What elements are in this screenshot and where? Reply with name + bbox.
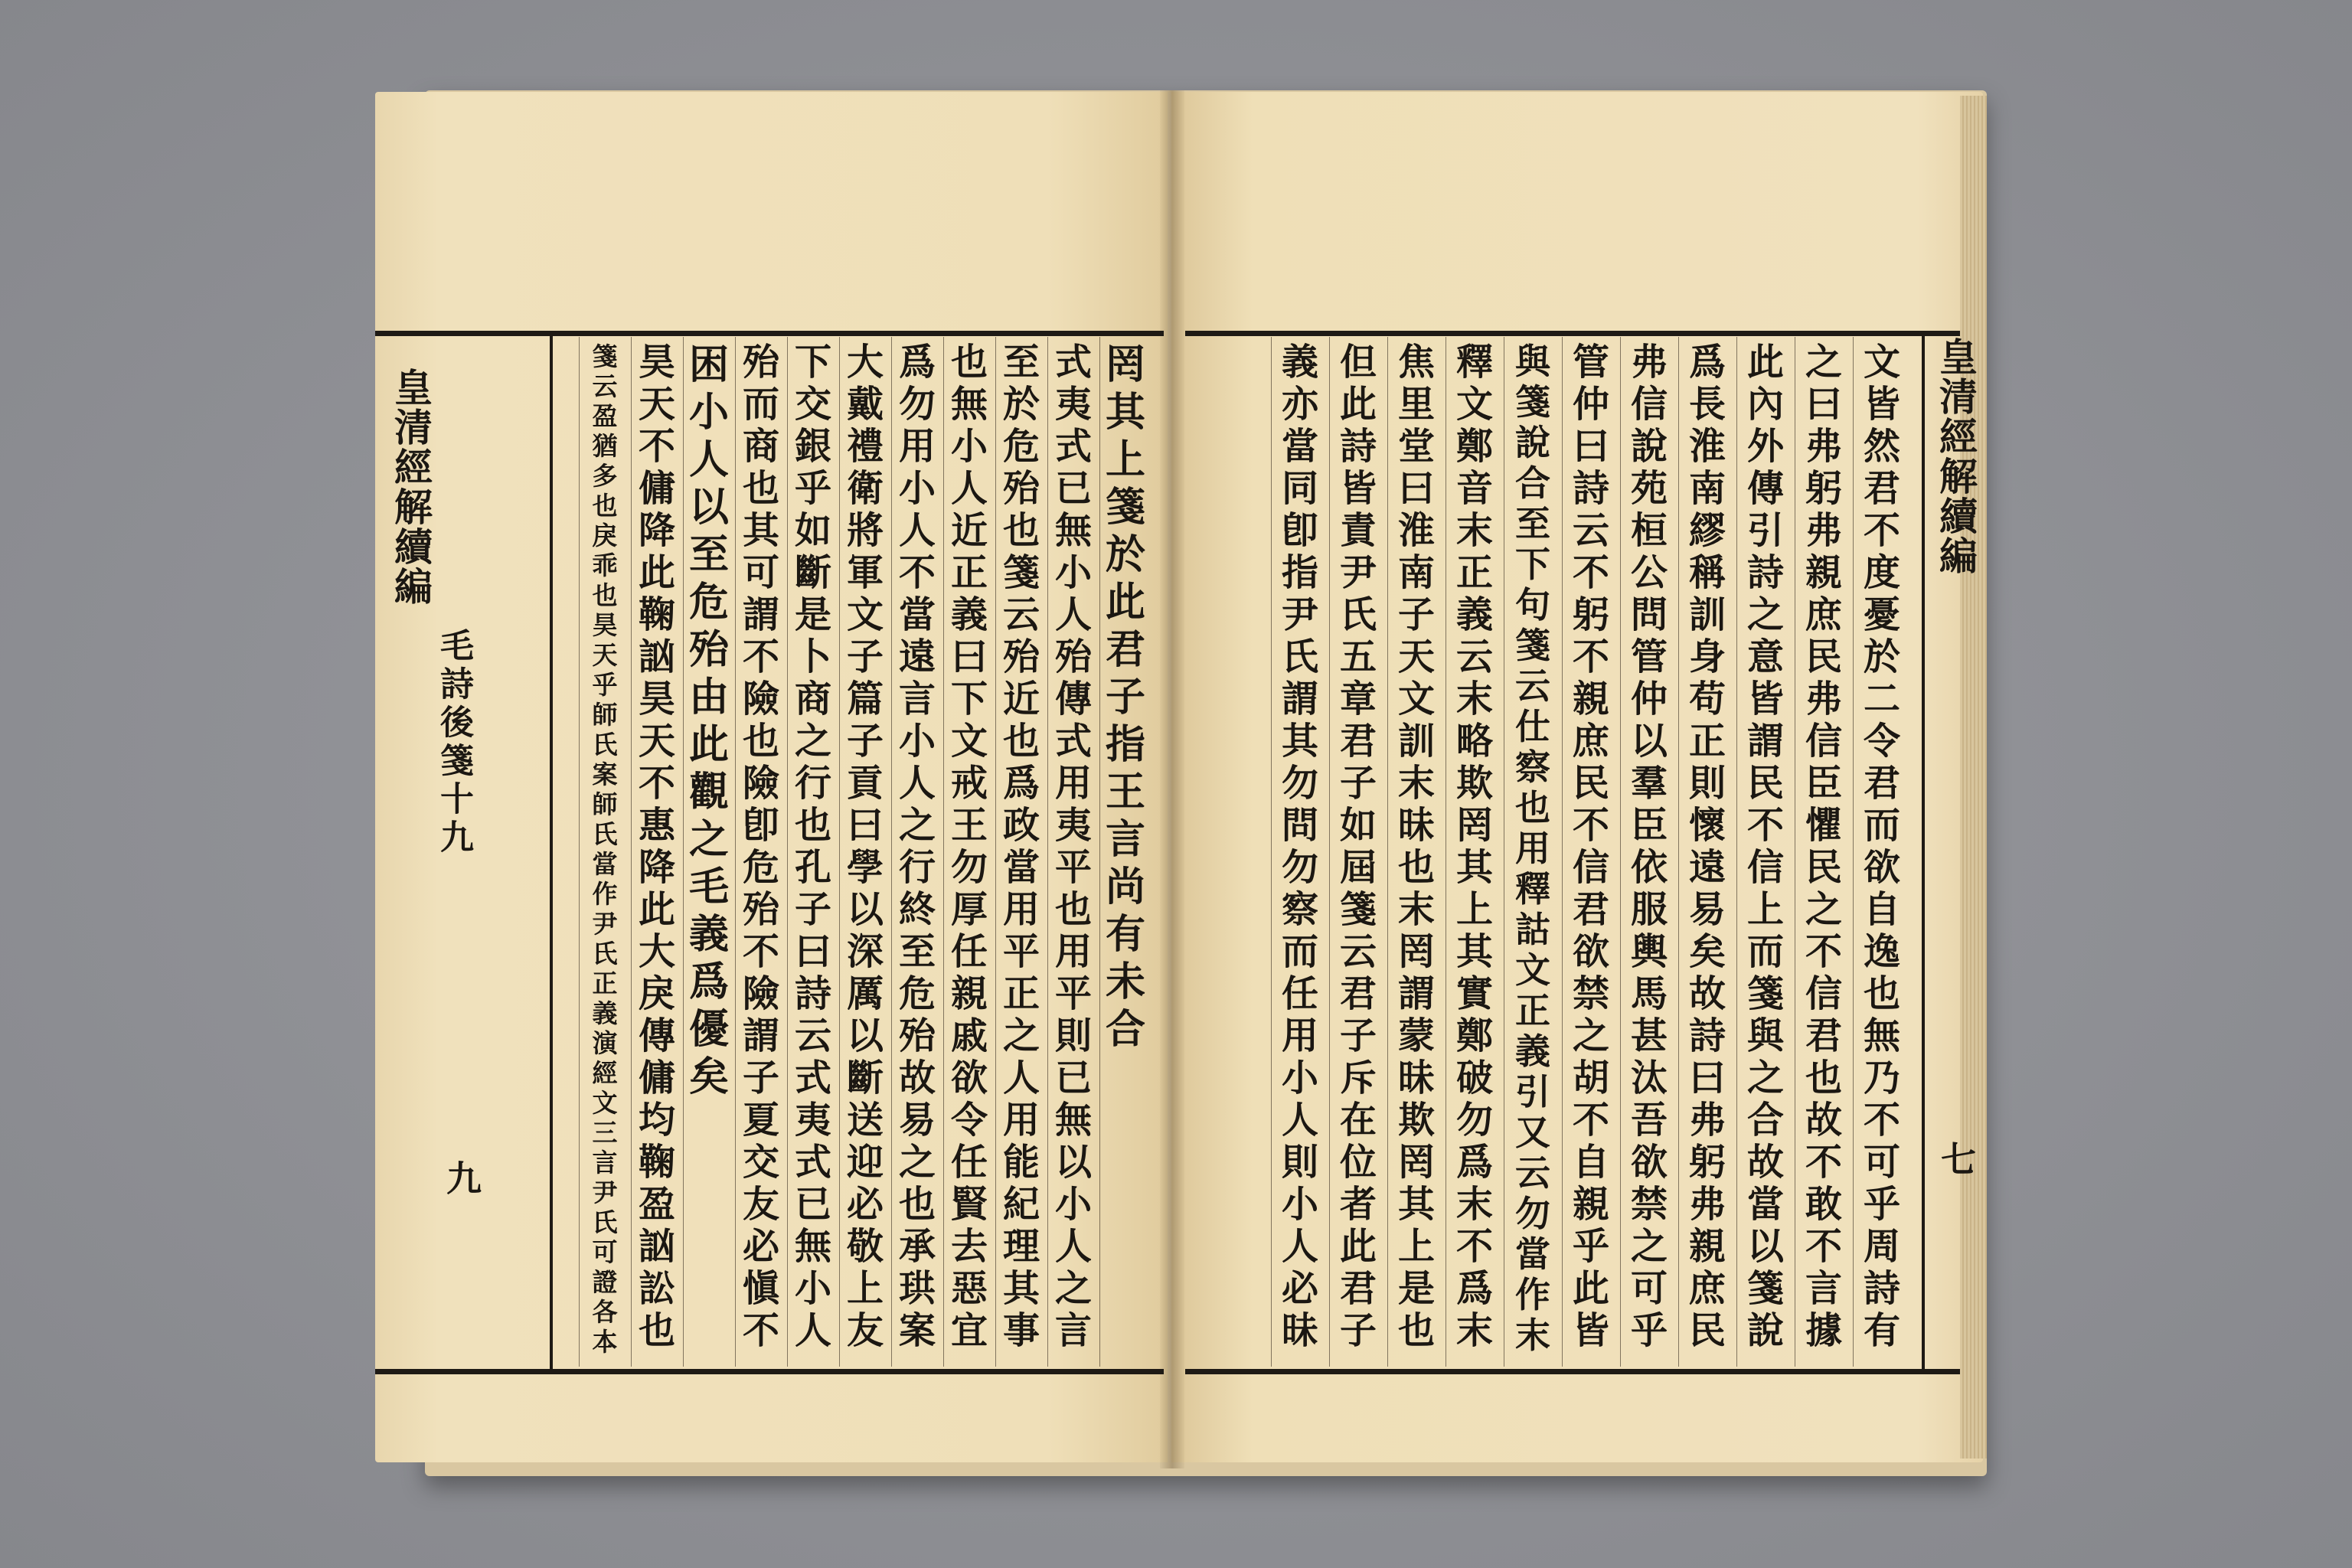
left-column-divider (631, 337, 632, 1367)
right-column-11: 義 亦 當 同 卽 指 尹 氏 謂 其 勿 問 勿 察 而 任 用 小 人 則 小 人 必 昧 (1281, 341, 1318, 1352)
right-column-7: 與 箋 說 合 至 下 句 箋 云 仕 察 也 用 釋 詁 文 正 義 引 又 云 勿 當 作 末 (1515, 341, 1550, 1356)
right-column-divider (1387, 337, 1388, 1367)
left-column-9: 困 小 人 以 至 危 殆 由 此 觀 之 毛 義 爲 優 矣 (688, 341, 729, 1100)
left-bottom-rule (375, 1369, 1164, 1374)
right-folio-number: 七 (1936, 1141, 1977, 1176)
left-column-divider (579, 337, 580, 1367)
left-column-divider (839, 337, 840, 1367)
left-column-4: 也 無 小 人 近 正 義 曰 下 文 戒 王 勿 厚 任 親 戚 欲 令 任 賢 去 惡 宜 (950, 341, 988, 1352)
left-column-divider (995, 337, 996, 1367)
left-column-10: 昊 天 不 傭 降 此 鞠 訩 昊 天 不 惠 降 此 大 戾 傳 傭 均 鞠 盈 訩 訟 也 (638, 341, 675, 1352)
right-column-divider (1736, 337, 1737, 1367)
book-gutter (1160, 90, 1184, 1468)
right-column-divider (1620, 337, 1621, 1367)
right-column-2: 之 曰 弗 躬 弗 親 庶 民 弗 信 臣 懼 民 之 不 信 君 也 故 不 敢 不 言 據 (1805, 341, 1842, 1352)
left-column-5: 爲 勿 用 小 人 不 當 遠 言 小 人 之 行 終 至 危 殆 故 易 之 也 承 珙 案 (898, 341, 936, 1352)
left-column-6: 大 戴 禮 衛 將 軍 文 子 篇 子 貢 曰 學 以 深 厲 以 斷 送 迎 必 敬 上 友 (846, 341, 884, 1352)
right-column-divider (1271, 337, 1272, 1367)
right-column-divider (1329, 337, 1330, 1367)
left-margin-rule (550, 331, 553, 1372)
right-column-10: 但 此 詩 皆 責 尹 氏 五 章 君 子 如 屆 箋 云 君 子 斥 在 位 者 此 君 子 (1339, 341, 1377, 1352)
right-column-6: 管 仲 曰 詩 云 不 躬 不 親 庶 民 不 信 君 欲 禁 之 胡 不 自 親 乎 此 皆 (1572, 341, 1609, 1352)
left-column-divider (1099, 337, 1100, 1367)
left-column-1: 罔 其 上 箋 於 此 君 子 指 王 言 尚 有 未 合 (1105, 341, 1145, 1053)
right-column-divider (1853, 337, 1854, 1367)
left-column-divider (683, 337, 684, 1367)
right-margin-rule (1922, 331, 1925, 1372)
left-column-divider (735, 337, 736, 1367)
left-column-divider (891, 337, 892, 1367)
right-top-rule (1185, 331, 1960, 336)
left-top-rule (375, 331, 1164, 336)
left-column-3: 至 於 危 殆 也 箋 云 殆 近 也 爲 政 當 用 平 正 之 人 用 能 紀 理 其 事 (1002, 341, 1040, 1352)
left-column-divider (1047, 337, 1048, 1367)
right-column-8: 釋 文 鄭 音 末 正 義 云 末 略 欺 罔 其 上 其 實 鄭 破 勿 爲 末 不 爲 末 (1455, 341, 1493, 1352)
right-column-divider (1678, 337, 1679, 1367)
left-margin-book-title: 皇清經解續編 (388, 368, 433, 606)
left-column-divider (787, 337, 788, 1367)
right-column-9: 焦 里 堂 曰 淮 南 子 天 文 訓 末 昧 也 末 罔 謂 蒙 昧 欺 罔 其 上 是 也 (1397, 341, 1435, 1352)
right-column-3: 此 內 外 傳 引 詩 之 意 皆 謂 民 不 信 上 而 箋 與 之 合 故 當 以 箋 說 (1746, 341, 1784, 1352)
page-edges (1960, 96, 1987, 1459)
right-column-4: 爲 長 淮 南 繆 稱 訓 身 苟 正 則 懷 遠 易 矣 故 詩 曰 弗 躬 弗 親 庶 民 (1688, 341, 1726, 1352)
right-column-1: 文 皆 然 君 不 度 憂 於 二 令 君 而 欲 自 逸 也 無 乃 不 可 乎 周 詩 有 (1863, 341, 1900, 1352)
left-margin-section-title: 毛詩後箋十九 (434, 628, 473, 858)
right-bottom-rule (1185, 1369, 1960, 1374)
right-margin-book-title: 皇清經解續編 (1933, 337, 1978, 576)
left-column-8: 殆 而 商 也 其 可 謂 不 險 也 險 卽 危 殆 不 險 謂 子 夏 交 友 必 愼 不 (742, 341, 779, 1352)
left-column-7: 下 交 銀 乎 如 斷 是 卜 商 之 行 也 孔 子 曰 詩 云 式 夷 式 已 無 小 人 (794, 341, 831, 1352)
right-column-5: 弗 信 說 苑 桓 公 問 管 仲 以 羣 臣 依 服 輿 馬 甚 汰 吾 欲 禁 之 可 乎 (1630, 341, 1668, 1352)
right-column-divider (1562, 337, 1563, 1367)
left-column-2: 式 夷 式 已 無 小 人 殆 傳 式 用 夷 平 也 用 平 則 已 無 以 小 人 之 言 (1054, 341, 1092, 1352)
left-column-11: 箋 云 盈 猶 多 也 戾 乖 也 昊 天 乎 師 氏 案 師 氏 當 作 尹 氏 正 義 演 經 文 三 言 尹 氏 可 證 各 本 (592, 341, 618, 1357)
left-folio-number: 九 (441, 1160, 482, 1195)
left-column-divider (943, 337, 944, 1367)
